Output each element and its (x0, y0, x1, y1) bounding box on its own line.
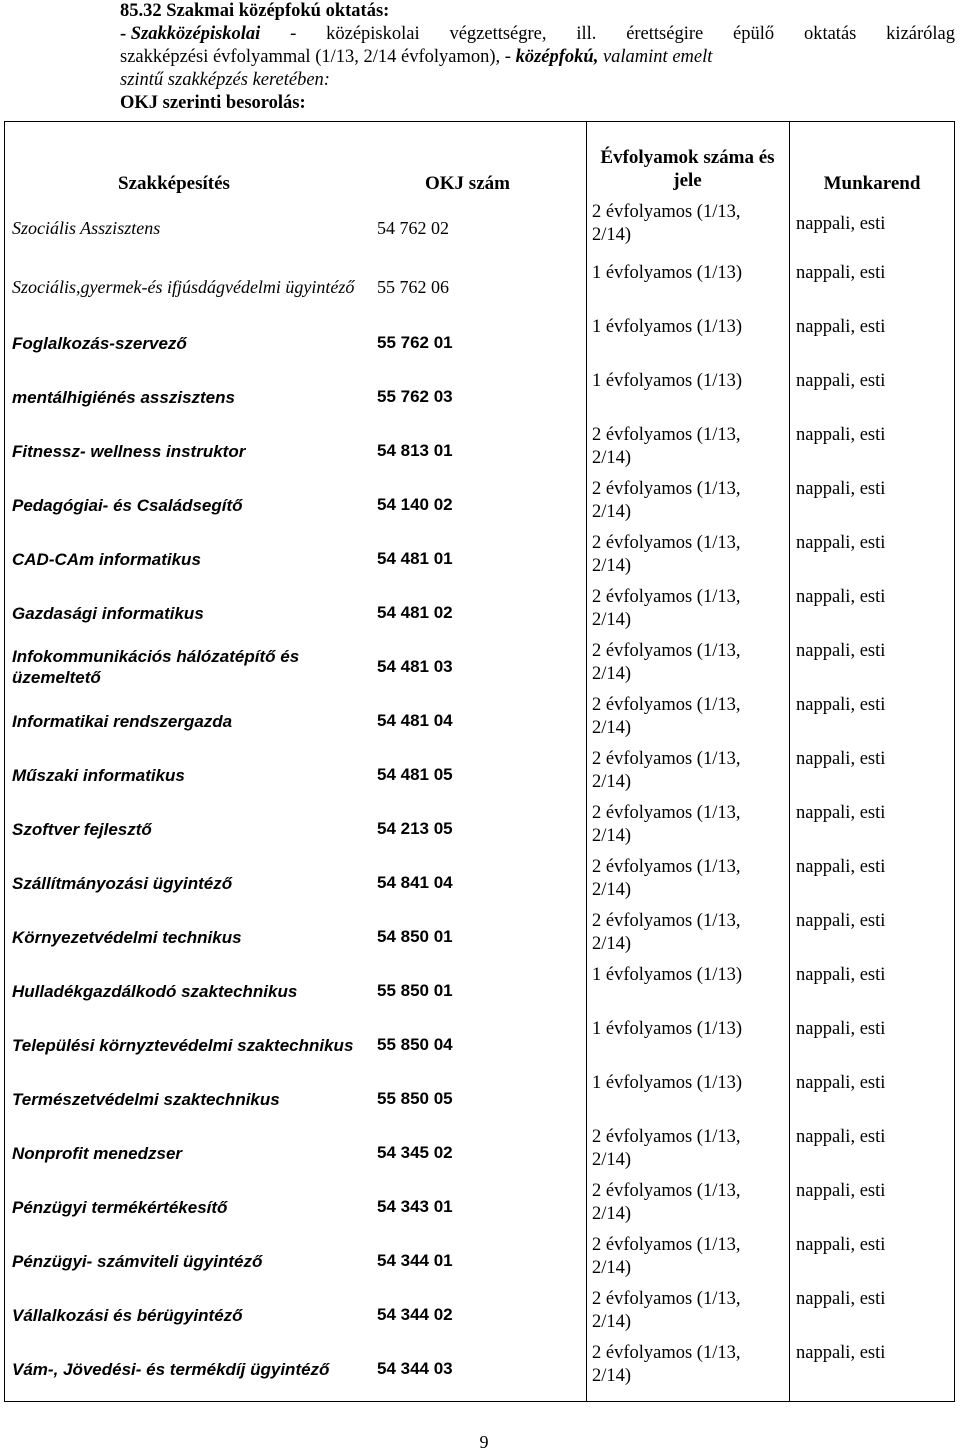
grade-years: 1 évfolyamos (1/13) (592, 965, 743, 985)
schedule: nappali, esti (796, 641, 886, 661)
okj-number: 54 345 02 (377, 1143, 453, 1162)
table-row (0, 964, 960, 1018)
header-grades: Évfolyamok száma és jele (600, 147, 775, 191)
grade-years: 2 évfolyamos (1/13, 2/14) (592, 803, 741, 846)
schedule: nappali, esti (796, 1073, 886, 1093)
okj-number: 55 850 04 (377, 1035, 453, 1054)
intro-line-2-text: - középiskolai végzettségre, ill. érettségire épülő oktatás kizárólag (260, 24, 955, 44)
table-row (0, 532, 960, 586)
grade-years: 1 évfolyamos (1/13) (592, 1073, 743, 1093)
okj-number: 54 140 02 (377, 495, 453, 514)
table-row (0, 1234, 960, 1288)
schedule: nappali, esti (796, 479, 886, 499)
okj-number: 54 481 03 (377, 657, 453, 676)
schedule: nappali, esti (796, 1127, 886, 1147)
grade-years: 2 évfolyamos (1/13, 2/14) (592, 749, 741, 792)
grade-years: 2 évfolyamos (1/13, 2/14) (592, 1289, 741, 1332)
grade-years: 2 évfolyamos (1/13, 2/14) (592, 695, 741, 738)
header-schedule: Munkarend (823, 173, 921, 194)
okj-number: 54 481 04 (377, 711, 453, 730)
okj-number: 54 344 02 (377, 1305, 453, 1324)
intro-line-3 (120, 46, 955, 69)
schedule: nappali, esti (796, 1343, 886, 1363)
qualification-name: Infokommunikációs hálózatépítő és üzemeltető (12, 647, 300, 687)
table-row (0, 802, 960, 856)
qualification-name: Hulladékgazdálkodó szaktechnikus (12, 981, 298, 1001)
okj-number: 54 344 01 (377, 1251, 453, 1270)
grade-years: 2 évfolyamos (1/13, 2/14) (592, 479, 741, 522)
qualification-name: Fitnessz- wellness instruktor (12, 441, 246, 461)
classification-label: OKJ szerinti besorolás: (120, 93, 306, 113)
dash: - (120, 24, 131, 44)
qualification-name: Informatikai rendszergazda (12, 711, 233, 731)
table-row (0, 201, 960, 255)
header-qualification: Szakképesítés (118, 173, 230, 194)
okj-number: 54 343 01 (377, 1197, 453, 1216)
okj-number: 54 841 04 (377, 873, 453, 892)
qualification-name: Foglalkozás-szervező (12, 333, 187, 353)
table-row (0, 370, 960, 424)
schedule: nappali, esti (796, 695, 886, 715)
qualification-name: Természetvédelmi szaktechnikus (12, 1089, 280, 1109)
okj-number: 54 850 01 (377, 927, 453, 946)
okj-number: 55 762 03 (377, 387, 453, 406)
table-row (0, 910, 960, 964)
schedule: nappali, esti (796, 857, 886, 877)
okj-number: 55 762 01 (377, 333, 453, 352)
schedule: nappali, esti (796, 533, 886, 553)
table-row (0, 316, 960, 370)
qualification-name: Települési környztevédelmi szaktechnikus (12, 1035, 354, 1055)
schedule: nappali, esti (796, 803, 886, 823)
schedule: nappali, esti (796, 1289, 886, 1309)
table-row (0, 586, 960, 640)
grade-years: 1 évfolyamos (1/13) (592, 317, 743, 337)
grade-years: 1 évfolyamos (1/13) (592, 1019, 743, 1039)
grade-years: 2 évfolyamos (1/13, 2/14) (592, 1181, 741, 1224)
table-row (0, 1288, 960, 1342)
qualification-name: Nonprofit menedzser (12, 1143, 183, 1163)
header-okj: OKJ szám (425, 173, 510, 194)
level-advanced: valamint emelt (598, 47, 713, 67)
table-row (0, 1180, 960, 1234)
schedule: nappali, esti (796, 1235, 886, 1255)
okj-number: 54 481 01 (377, 549, 453, 568)
grade-years: 2 évfolyamos (1/13, 2/14) (592, 587, 741, 630)
okj-number: 54 213 05 (377, 819, 453, 838)
okj-number: 54 481 02 (377, 603, 453, 622)
qualification-name: Gazdasági informatikus (12, 603, 204, 623)
schedule: nappali, esti (796, 587, 886, 607)
table-row (0, 748, 960, 802)
school-type: Szakközépiskolai (130, 24, 261, 44)
qualification-name: Pedagógiai- és Családsegítő (12, 495, 243, 515)
schedule: nappali, esti (796, 425, 886, 445)
table-row (0, 1342, 960, 1396)
okj-number: 55 762 06 (377, 276, 449, 297)
qualification-name: Vám-, Jövedési- és termékdíj ügyintéző (12, 1359, 330, 1379)
qualification-name: mentálhigiénés asszisztens (12, 387, 235, 407)
table-row (0, 694, 960, 748)
schedule: nappali, esti (796, 749, 886, 769)
schedule: nappali, esti (796, 371, 886, 391)
table-row (0, 1018, 960, 1072)
schedule: nappali, esti (796, 1181, 886, 1201)
schedule: nappali, esti (796, 1019, 886, 1039)
schedule: nappali, esti (796, 317, 886, 337)
okj-number: 54 344 03 (377, 1359, 453, 1378)
grade-years: 2 évfolyamos (1/13, 2/14) (592, 202, 741, 245)
intro-line-2 (120, 23, 955, 46)
table-row (0, 856, 960, 910)
schedule: nappali, esti (796, 911, 886, 931)
page-number: 9 (479, 1432, 489, 1452)
grade-years: 2 évfolyamos (1/13, 2/14) (592, 425, 741, 468)
qualification-name: Pénzügyi termékértékesítő (12, 1197, 228, 1217)
intro-section (120, 0, 955, 115)
intro-line-4: szintű szakképzés keretében: (120, 70, 330, 90)
qualification-name: Szociális,gyermek-és ifjúsdágvédelmi ügyintéző (12, 276, 355, 297)
grade-years: 1 évfolyamos (1/13) (592, 263, 743, 283)
table-row (0, 262, 960, 312)
okj-number: 54 762 02 (377, 217, 449, 238)
intro-line-3-text: szakképzési évfolyammal (1/13, 2/14 évfolyamon), - (120, 47, 516, 67)
level-midlevel: középfokú, (515, 47, 599, 67)
qualification-name: Szállítmányozási ügyintéző (12, 873, 233, 893)
qualification-name: CAD-CAm informatikus (12, 549, 201, 569)
table-row (0, 1072, 960, 1126)
qualification-name: Környezetvédelmi technikus (12, 927, 242, 947)
qualification-name: Szoftver fejlesztő (12, 819, 152, 839)
okj-number: 54 481 05 (377, 765, 453, 784)
qualification-name: Műszaki informatikus (12, 765, 185, 785)
qualification-name: Pénzügyi- számviteli ügyintéző (12, 1251, 263, 1271)
schedule: nappali, esti (796, 214, 886, 234)
okj-number: 54 813 01 (377, 441, 453, 460)
grade-years: 2 évfolyamos (1/13, 2/14) (592, 1343, 741, 1386)
table-row (0, 640, 960, 694)
okj-number: 55 850 05 (377, 1089, 453, 1108)
grade-years: 1 évfolyamos (1/13) (592, 371, 743, 391)
grade-years: 2 évfolyamos (1/13, 2/14) (592, 857, 741, 900)
grade-years: 2 évfolyamos (1/13, 2/14) (592, 1235, 741, 1278)
grade-years: 2 évfolyamos (1/13, 2/14) (592, 533, 741, 576)
section-heading: 85.32 Szakmai középfokú oktatás: (120, 1, 390, 21)
schedule: nappali, esti (796, 263, 886, 283)
grade-years: 2 évfolyamos (1/13, 2/14) (592, 641, 741, 684)
table-row (0, 424, 960, 478)
table-row (0, 478, 960, 532)
qualification-name: Szociális Asszisztens (12, 217, 161, 238)
okj-number: 55 850 01 (377, 981, 453, 1000)
grade-years: 2 évfolyamos (1/13, 2/14) (592, 911, 741, 954)
table-row (0, 1126, 960, 1180)
qualification-name: Vállalkozási és bérügyintéző (12, 1305, 243, 1325)
schedule: nappali, esti (796, 965, 886, 985)
grade-years: 2 évfolyamos (1/13, 2/14) (592, 1127, 741, 1170)
